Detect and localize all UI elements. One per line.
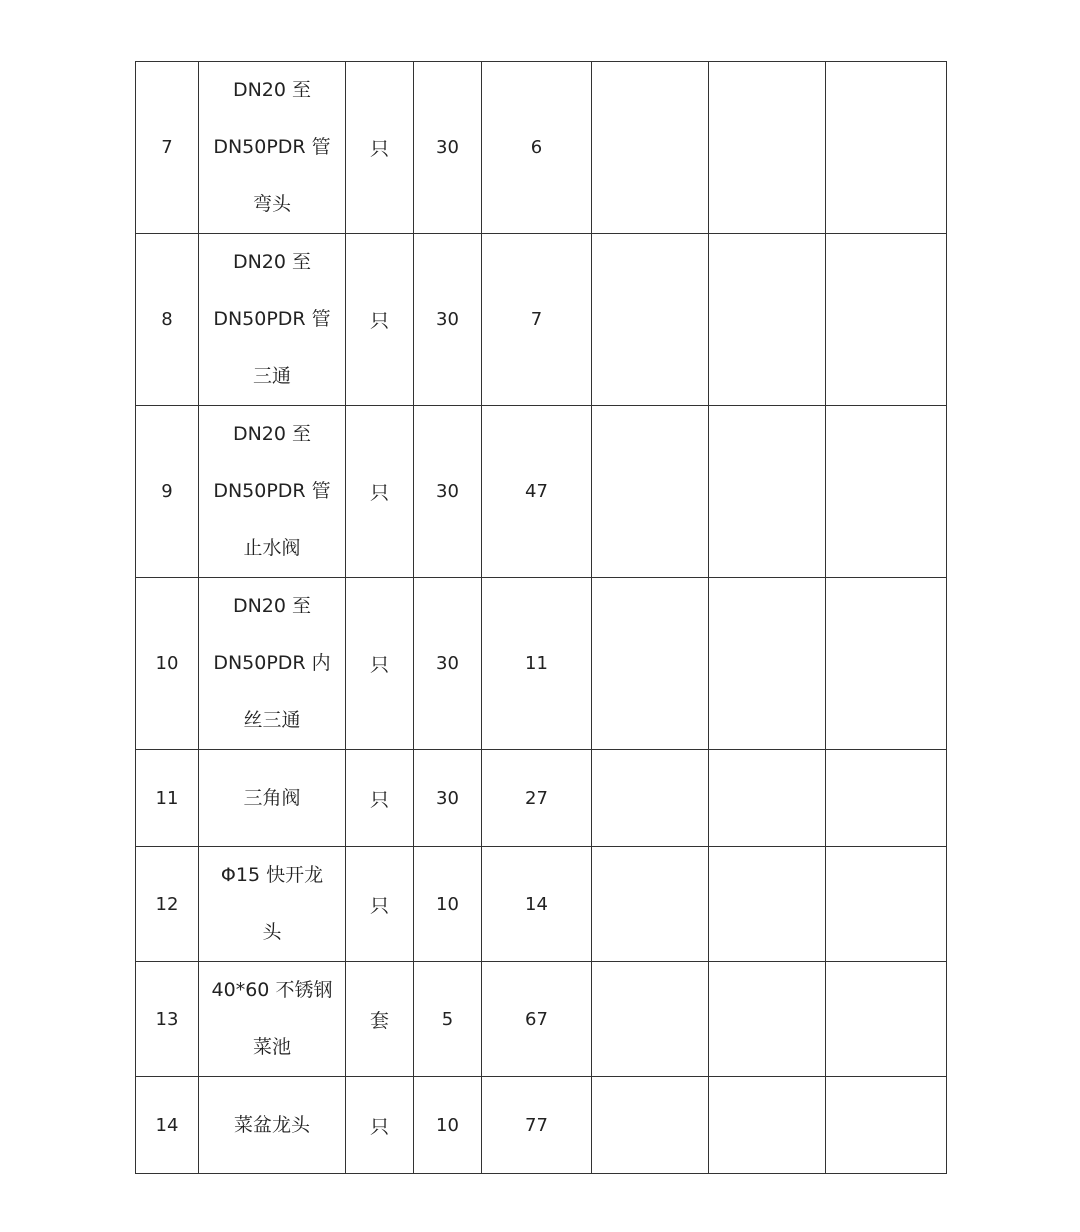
empty-cell	[709, 962, 826, 1077]
price-cell: 11	[482, 578, 592, 750]
item-name-line: Φ15 快开龙	[220, 864, 324, 886]
item-name-line: DN50PDR 管	[213, 480, 331, 502]
item-name-line: 三通	[252, 365, 291, 387]
empty-cell	[709, 406, 826, 578]
item-name-line: DN20 至	[232, 595, 312, 617]
empty-cell	[592, 962, 709, 1077]
table-row	[136, 62, 947, 234]
item-name-line: DN20 至	[232, 251, 312, 273]
price-cell: 14	[482, 847, 592, 962]
row-number-cell: 7	[136, 62, 199, 234]
price-cell: 67	[482, 962, 592, 1077]
table-row	[136, 406, 947, 578]
row-number-cell: 11	[136, 750, 199, 847]
price-cell: 77	[482, 1077, 592, 1174]
table-row	[136, 847, 947, 962]
empty-cell	[826, 578, 947, 750]
empty-cell	[592, 578, 709, 750]
price-cell: 47	[482, 406, 592, 578]
price-cell: 7	[482, 234, 592, 406]
quantity-cell: 5	[414, 962, 482, 1077]
row-number-cell: 14	[136, 1077, 199, 1174]
empty-cell	[592, 847, 709, 962]
unit-cell: 只	[346, 406, 414, 578]
table-row	[136, 234, 947, 406]
empty-cell	[709, 750, 826, 847]
unit-cell: 只	[346, 234, 414, 406]
empty-cell	[709, 234, 826, 406]
item-name-cell	[199, 1077, 346, 1174]
quantity-cell: 30	[414, 406, 482, 578]
quantity-cell: 30	[414, 62, 482, 234]
quantity-cell: 30	[414, 578, 482, 750]
unit-cell: 只	[346, 750, 414, 847]
empty-cell	[592, 1077, 709, 1174]
empty-cell	[592, 234, 709, 406]
row-number-cell: 8	[136, 234, 199, 406]
item-name-line: 菜盆龙头	[233, 1113, 310, 1136]
item-name-cell	[199, 847, 346, 962]
item-name-cell	[199, 962, 346, 1077]
unit-cell: 只	[346, 1077, 414, 1174]
item-name-line: 三角阀	[243, 786, 301, 809]
item-name-line: 头	[262, 921, 282, 943]
empty-cell	[826, 62, 947, 234]
row-number-cell: 9	[136, 406, 199, 578]
row-number-cell: 13	[136, 962, 199, 1077]
table-row	[136, 578, 947, 750]
empty-cell	[709, 847, 826, 962]
table-row	[136, 962, 947, 1077]
item-name-cell	[199, 406, 346, 578]
item-name-cell	[199, 750, 346, 847]
empty-cell	[709, 578, 826, 750]
item-name-line: DN50PDR 管	[213, 136, 331, 158]
item-name-line: DN50PDR 内	[213, 652, 331, 674]
item-name-line: DN20 至	[232, 79, 312, 101]
quantity-cell: 30	[414, 234, 482, 406]
row-number-cell: 12	[136, 847, 199, 962]
unit-cell: 只	[346, 62, 414, 234]
empty-cell	[709, 1077, 826, 1174]
empty-cell	[826, 847, 947, 962]
item-name-line: 40*60 不锈钢	[211, 979, 333, 1001]
item-name-line: 丝三通	[243, 709, 301, 731]
item-name-line: DN20 至	[232, 423, 312, 445]
items-table	[135, 61, 947, 1174]
item-name-cell	[199, 62, 346, 234]
row-number-cell: 10	[136, 578, 199, 750]
empty-cell	[826, 962, 947, 1077]
price-cell: 6	[482, 62, 592, 234]
empty-cell	[826, 1077, 947, 1174]
item-name-cell	[199, 234, 346, 406]
empty-cell	[592, 750, 709, 847]
empty-cell	[826, 406, 947, 578]
item-name-line: 止水阀	[243, 537, 301, 559]
empty-cell	[592, 62, 709, 234]
item-name-line: 弯头	[252, 193, 291, 215]
unit-cell: 只	[346, 578, 414, 750]
item-name-cell	[199, 578, 346, 750]
empty-cell	[709, 62, 826, 234]
empty-cell	[592, 406, 709, 578]
unit-cell: 套	[346, 962, 414, 1077]
quantity-cell: 10	[414, 1077, 482, 1174]
table-row	[136, 1077, 947, 1174]
unit-cell: 只	[346, 847, 414, 962]
items-table-container	[135, 61, 947, 1174]
table-row	[136, 750, 947, 847]
quantity-cell: 10	[414, 847, 482, 962]
item-name-line: DN50PDR 管	[213, 308, 331, 330]
item-name-line: 菜池	[252, 1036, 291, 1058]
quantity-cell: 30	[414, 750, 482, 847]
empty-cell	[826, 750, 947, 847]
empty-cell	[826, 234, 947, 406]
price-cell: 27	[482, 750, 592, 847]
